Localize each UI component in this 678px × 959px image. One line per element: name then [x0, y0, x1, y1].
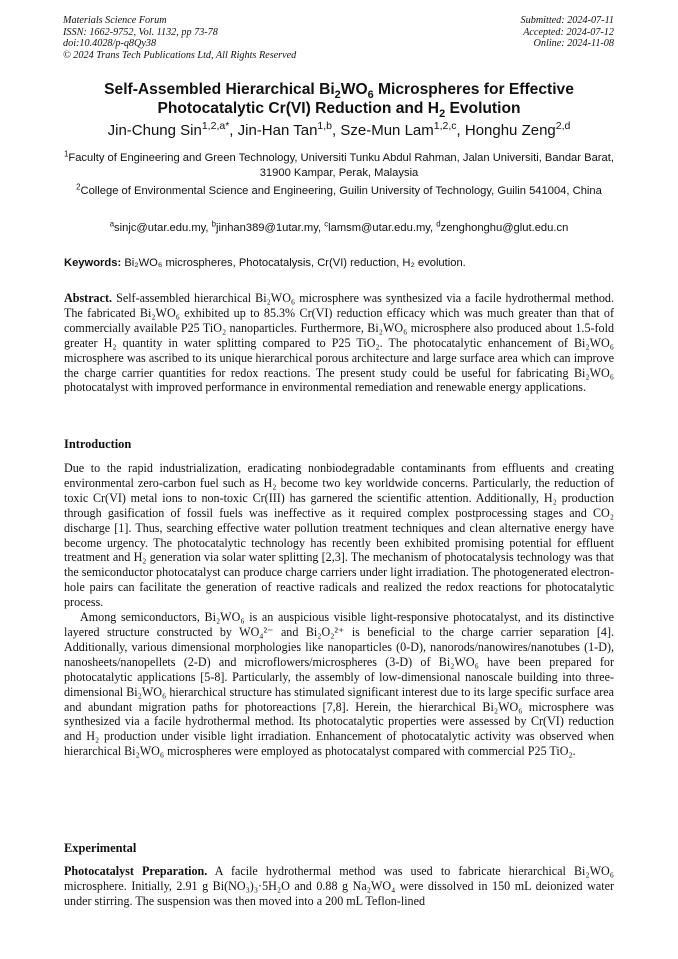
- author-affiliation-mark: 1,2,c: [433, 120, 457, 132]
- email-link[interactable]: zenghonghu@glut.edu.cn: [440, 222, 569, 234]
- journal-info: [63, 15, 296, 61]
- keywords-text: Bi₂WO₆ microspheres, Photocatalysis, Cr(VI) reduction, H₂ evolution.: [124, 257, 466, 269]
- paragraph: Due to the rapid industrialization, eradicating nonbiodegradable contaminants from effluents and creating environmental zero-carbon fuel such as H₂ become two key worldwide concerns. Particularly, the reduction of toxic Cr(VI) metal ions to non-toxic Cr(III) has garnered the scientific attention. Additionally, H₂ production through gasification of fossil fuels was ineffective as it required complex postprocessing stages and CO₂ discharge [1]. Thus, searching effective water pollution treatment techniques and clean alternative energy have become urgency. The photocatalytic technology has recently been exhibited promising potential for effluent treatment and H₂ generation via solar water splitting [2,3]. The mechanism of photocatalysis technology was that the semiconductor photocatalyst can produce charge carriers under light irradiation. The photogenerated electron-hole pairs can facilitate the generation of reactive radicals and realized the redox reactions for photocatalytic process.: [64, 461, 614, 610]
- author-affiliation-mark: 1,b: [317, 120, 333, 132]
- subsection-label: Photocatalyst Preparation.: [64, 864, 208, 878]
- author-name: Jin-Chung Sin: [107, 122, 202, 139]
- author-affiliation-mark: 1,2,a*: [201, 120, 230, 132]
- author-name: Honghu Zeng: [464, 122, 556, 139]
- submitted-date: Submitted: 2024-07-11: [520, 15, 614, 26]
- experimental-body: [64, 864, 614, 909]
- email-link[interactable]: jinhan389@1utar.my: [216, 222, 318, 234]
- author-affiliation-mark: 2,d: [555, 120, 571, 132]
- paragraph: Among semiconductors, Bi₂WO₆ is an auspicious visible light-responsive photocatalyst, and its distinctive layered structure constructed by WO₄²⁻ and Bi₂O₂²⁺ is beneficial to the charge carrier separation [4]. Additionally, various dimensional morphologies like nanoparticles (0-D), nanorods/nanowires/nanotubes (1-D), nanosheets/nanopellets (2-D) and microflowers/microspheres (3-D) of Bi₂WO₆ have been prepared for photocatalytic applications [5-8]. Particularly, the assembly of low-dimensional nanoscale building into three-dimensional Bi₂WO₆ hierarchical structure has stimulated significant interest due to its large specific surface area and abundant migration paths for photoreactions [7,8]. Herein, the hierarchical Bi₂WO₆ microsphere was synthesized via a facile hydrothermal method. Its photocatalytic properties were assessed by Cr(VI) reduction and H₂ production under visible light irradiation. Enhancement of photocatalytic activity was observed when hierarchical Bi₂WO₆ microspheres were employed as photocatalyst compared with commercial P25 TiO₂.: [64, 610, 614, 759]
- email-link[interactable]: sinjc@utar.edu.my: [114, 222, 206, 234]
- author-name: Jin-Han Tan: [237, 122, 318, 139]
- affiliation-2: $^2$College of Environmental Science and Engineering, Guilin University of Technology, Guilin 541004, China: [76, 182, 602, 197]
- email-link[interactable]: lamsm@utar.edu.my: [328, 222, 431, 234]
- copyright-line: © 2024 Trans Tech Publications Ltd, All Rights Reserved: [63, 49, 297, 61]
- section-heading-experimental: Experimental: [64, 841, 137, 855]
- journal-name: Materials Science Forum: [63, 15, 167, 26]
- issn-line: ISSN: 1662-9752, Vol. 1132, pp 73-78: [63, 26, 218, 38]
- keywords-label: Keywords:: [64, 257, 122, 269]
- abstract-label: Abstract.: [64, 291, 113, 305]
- author-name: Sze-Mun Lam: [340, 122, 434, 139]
- section-heading-introduction: Introduction: [64, 437, 132, 451]
- affiliation-1: $^1$Faculty of Engineering and Green Technology, Universiti Tunku Abdul Rahman, Jalan Universiti, Bandar Barat, 31900 Kampar, Perak, Malaysia: [64, 149, 614, 179]
- keywords: [64, 256, 614, 270]
- paragraph: A facile hydrothermal method was used to fabricate hierarchical Bi₂WO₆ microsphere. Initially, 2.91 g Bi(NO₃)₃·5H₂O and 0.88 g Na₂WO₄ were dissolved in 150 mL deionized water under stirring. The suspension was then moved into a 200 mL Teflon-lined: [64, 864, 615, 908]
- introduction-body: [64, 461, 614, 759]
- doi-line: doi:10.4028/p-q8Qy38: [63, 38, 157, 49]
- abstract-text: Self-assembled hierarchical Bi₂WO₆ microsphere was synthesized via a facile hydrothermal method. The fabricated Bi₂WO₆ exhibited up to 85.3% Cr(VI) reduction efficacy which was much greater than that of commercially available P25 TiO₂ nanoparticles. Furthermore, Bi₂WO₆ microsphere also produced about 1.5-fold greater H₂ quantity in water splitting compared to P25 TiO₂. The photocatalytic enhancement of Bi₂WO₆ microsphere was ascribed to its unique hierarchical porous architecture and large surface area which can improve the charge carrier quantities for redox reactions. The present study could be useful for fabricating Bi₂WO₆ photocatalyst with improved performance in environmental remediation and renewable energy applications.: [64, 291, 614, 395]
- abstract: [64, 291, 614, 395]
- email-list: $^a$sinjc@utar.edu.my, $^b$jinhan389@1utar.my, $^c$lamsm@utar.edu.my, $^d$zenghonghu@glut.edu.cn: [109, 219, 569, 234]
- paper-title: Self-Assembled Hierarchical $Bi_2WO_6$ Microspheres for Effective Photocatalytic Cr(VI) Reduction and $H_2$ Evolution: [104, 81, 574, 121]
- accepted-date: Accepted: 2024-07-12: [523, 26, 614, 38]
- online-date: Online: 2024-11-08: [533, 38, 614, 49]
- dates-info: [521, 15, 614, 50]
- author-list: Jin-Chung Sin$^{1,2,a*}$, Jin-Han Tan$^{1,b}$, Sze-Mun Lam$^{1,2,c}$, Honghu Zeng$^{2,d}$: [107, 120, 571, 139]
